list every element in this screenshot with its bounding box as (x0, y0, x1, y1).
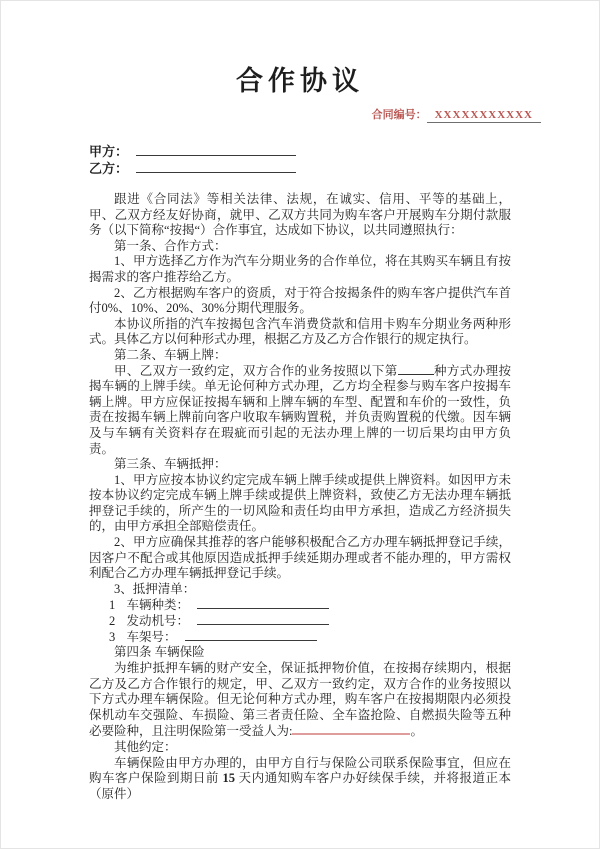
article-4-heading: 第四条 车辆保险 (114, 645, 205, 660)
article-1-item-1: 1、甲方选择乙方作为汽车分期业务的合作单位，将在其购买车辆且有按揭需求的客户推荐给乙方。 (89, 254, 511, 284)
mortgage-item-label: 发动机号： (126, 614, 190, 629)
other-agreements-paragraph (89, 756, 511, 803)
party-a-row (89, 143, 511, 160)
document-content (1, 1, 599, 802)
contract-number-value: XXXXXXXXXXX (427, 109, 541, 123)
intro-paragraph: 跟进《合同法》等相关法律、法规，在诚实、信用、平等的基础上，甲、乙双方经友好协商，就甲、乙双方共同为购车客户开展购车分期付款服务（以下简称“按揭“）合作事宜，达成如下协议，以共同遵照执行： (89, 192, 511, 238)
other-agreements-heading: 其他约定： (114, 740, 177, 754)
mortgage-item-blank-line (197, 597, 329, 609)
document-title: 合作协议 (236, 66, 364, 96)
party-b-row (89, 160, 511, 177)
contract-number-label: 合同编号： (371, 109, 427, 121)
notice-days-value: 15 (222, 771, 236, 786)
document-body (89, 192, 511, 802)
article-2-text-pre: 甲、乙双方一致约定，双方合作的业务按照以下第 (114, 363, 398, 378)
party-a-label: 甲方： (89, 144, 129, 159)
mortgage-list-row-engine-number (89, 613, 511, 629)
mortgage-item-number: 2 (109, 614, 116, 629)
article-4-text-end: 。 (410, 724, 423, 739)
mortgage-item-blank-line (185, 629, 317, 641)
article-2-inline-blank (398, 364, 434, 375)
beneficiary-blank-line (292, 723, 410, 735)
party-b-label: 乙方： (89, 161, 129, 176)
contract-number-row (89, 106, 541, 123)
party-b-blank-line (136, 160, 296, 173)
article-4-paragraph (89, 661, 511, 740)
mortgage-item-label: 车架号： (126, 630, 177, 645)
mortgage-item-number: 1 (109, 598, 116, 613)
article-1-note: 本协议所指的汽车按揭包含汽车消费贷款和信用卡购车分期业务两种形式。具体乙方以何种形式办理，根据乙方及乙方合作银行的规定执行。 (89, 316, 511, 347)
article-1-item-2: 2、乙方根据购车客户的资质，对于符合按揭条件的购车客户提供汽车首付0%、10%、20%、30%分期代理服务。 (89, 285, 511, 316)
article-2-paragraph (89, 364, 511, 458)
other-text-pre: 车辆保险由甲方办理的，由甲方自行与保险公司联系保险事宜，但应在购车客户保险到期日前 (89, 755, 511, 786)
article-2-text-post: 种方式办理按揭车辆的上牌手续。单无论何种方式办理，乙方均全程参与购车客户按揭车辆上牌。甲方应保证按揭车辆和上牌车辆的车型、配置和车价的一致性，负责在按揭车辆上牌前向客户收取车辆购置税，并负责购置税的代缴。因车辆及与车辆有关资料存在瑕疵而引起的无法办理上牌的一切后果均由甲方负责。 (89, 363, 511, 456)
other-text-post: 天内通知购车客户办好续保手续，并将报道正本（原件） (89, 771, 511, 801)
article-4-text-pre: 为维护抵押车辆的财产安全，保证抵押物价值，在按揭存续期内，根据乙方及乙方合作银行的规定，甲、乙双方一致约定，双方合作的业务按照以下方式办理车辆保险。但无论何种方式办理，购车客户在按揭期限内必须投保机动车交强险、车损险、第三者责任险、全车盗抢险、自燃损失险等五种必要险种，且注明保险第一受益人为: (89, 661, 511, 739)
article-2-heading: 第二条、车辆上牌： (114, 347, 227, 362)
parties-block (89, 143, 511, 177)
mortgage-item-number: 3 (109, 630, 116, 645)
article-3-item-1: 1、甲方应按本协议约定完成车辆上牌手续或提供上牌资料。如因甲方未按本协议约定完成车辆上牌手续或提供上牌资料，致使乙方无法办理车辆抵押登记手续的，所产生的一切风险和责任均由甲方承担，造成乙方经济损失的，由甲方承担全部赔偿责任。 (89, 472, 511, 534)
mortgage-list-row-vehicle-type (89, 597, 511, 613)
article-3-heading: 第三条、车辆抵押： (114, 457, 227, 472)
article-3-item-2: 2、甲方应确保其推荐的客户能够积极配合乙方办理车辆抵押登记手续，因客户不配合或其他原因造成抵押手续延期办理或者不能办理的，甲方需权利配合乙方办理车辆抵押登记手续。 (89, 535, 511, 581)
article-1-heading: 第一条、合作方式： (114, 238, 227, 253)
party-a-blank-line (136, 143, 296, 156)
article-3-item-3: 3、抵押清单： (114, 581, 196, 596)
mortgage-item-blank-line (197, 613, 329, 625)
mortgage-item-label: 车辆种类： (126, 598, 190, 613)
mortgage-list-row-vin (89, 629, 511, 645)
